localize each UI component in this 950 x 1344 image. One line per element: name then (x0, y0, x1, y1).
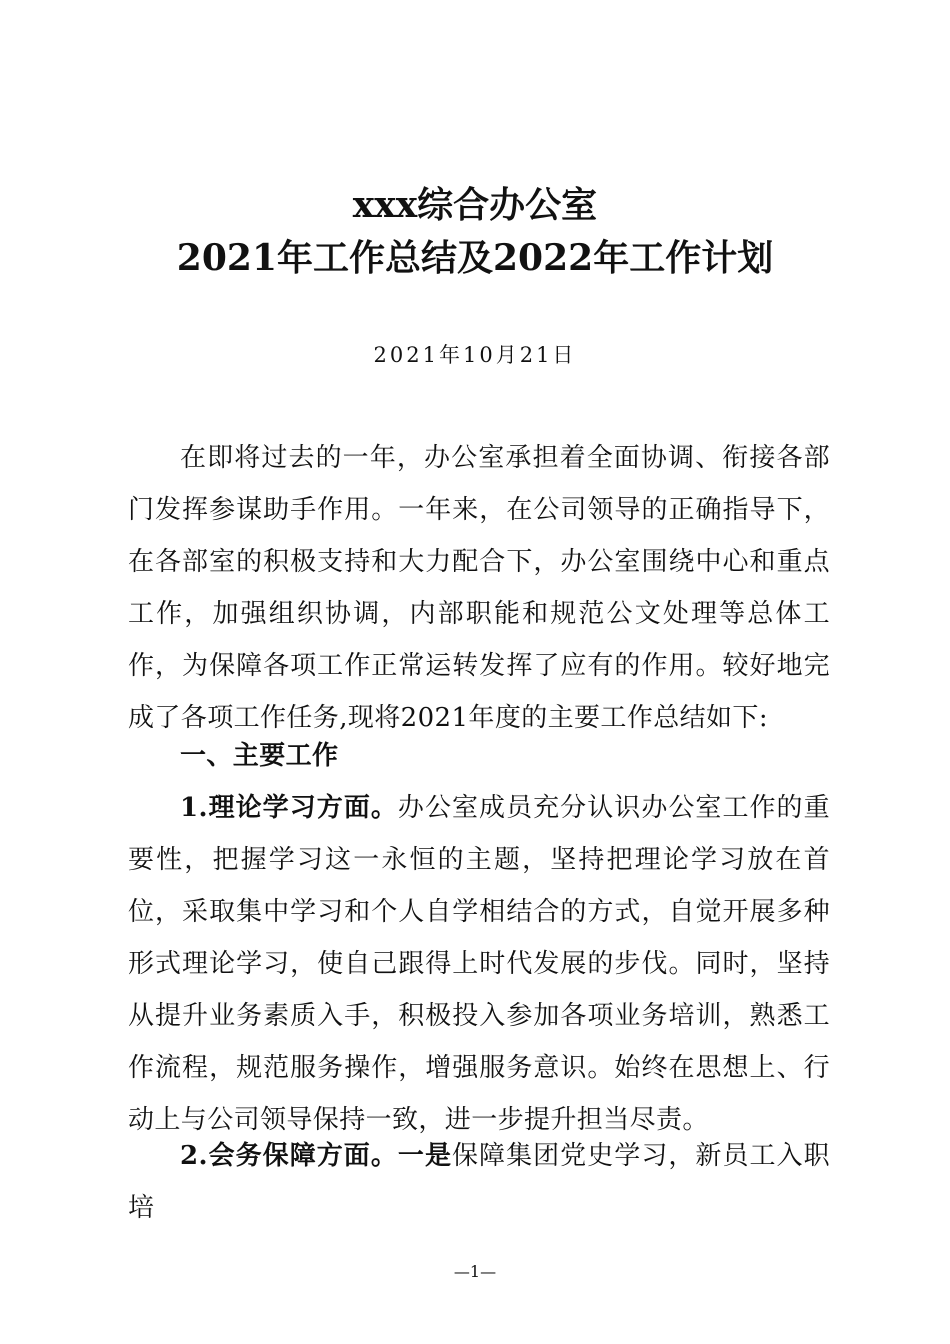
section1-heading: 一、主要工作 (180, 741, 339, 771)
item2-section (128, 1130, 830, 1234)
item2-paragraph (128, 1130, 830, 1234)
intro-section (128, 432, 830, 744)
document-date: 2021年10月21日 (373, 343, 577, 367)
item1-body: 办公室成员充分认识办公室工作的重要性，把握学习这一永恒的主题，坚持把理论学习放在首位，采取集中学习和个人自学相结合的方式，自觉开展多种形式理论学习，使自己跟得上时代发展的步伐。同时，坚持从提升业务素质入手，积极投入参加各项业务培训，熟悉工作流程，规范服务操作，增强服务意识。始终在思想上、行动上与公司领导保持一致，进一步提升担当尽责。 (128, 793, 830, 1135)
section-heading-container (128, 730, 830, 782)
document-title-line1: xxx综合办公室 (352, 184, 598, 226)
item2-lead: 一是 (397, 1141, 452, 1171)
document-title-line2: 2021年工作总结及2022年工作计划 (176, 237, 774, 279)
item2-title: 2.会务保障方面。 (180, 1141, 398, 1171)
item1-section (128, 782, 830, 1146)
intro-paragraph: 在即将过去的一年，办公室承担着全面协调、衔接各部门发挥参谋助手作用。一年来，在公司领导的正确指导下，在各部室的积极支持和大力配合下，办公室围绕中心和重点工作，加强组织协调，内部职能和规范公文处理等总体工作，为保障各项工作正常运转发挥了应有的作用。较好地完成了各项工作任务,现将2021年度的主要工作总结如下: (128, 443, 830, 733)
page-number: —1— (453, 1262, 497, 1281)
item1-title: 1.理论学习方面。 (180, 793, 398, 823)
item1-paragraph (128, 782, 830, 1146)
item2-body: 保障集团党史学习，新员工入职培 (128, 1141, 830, 1223)
